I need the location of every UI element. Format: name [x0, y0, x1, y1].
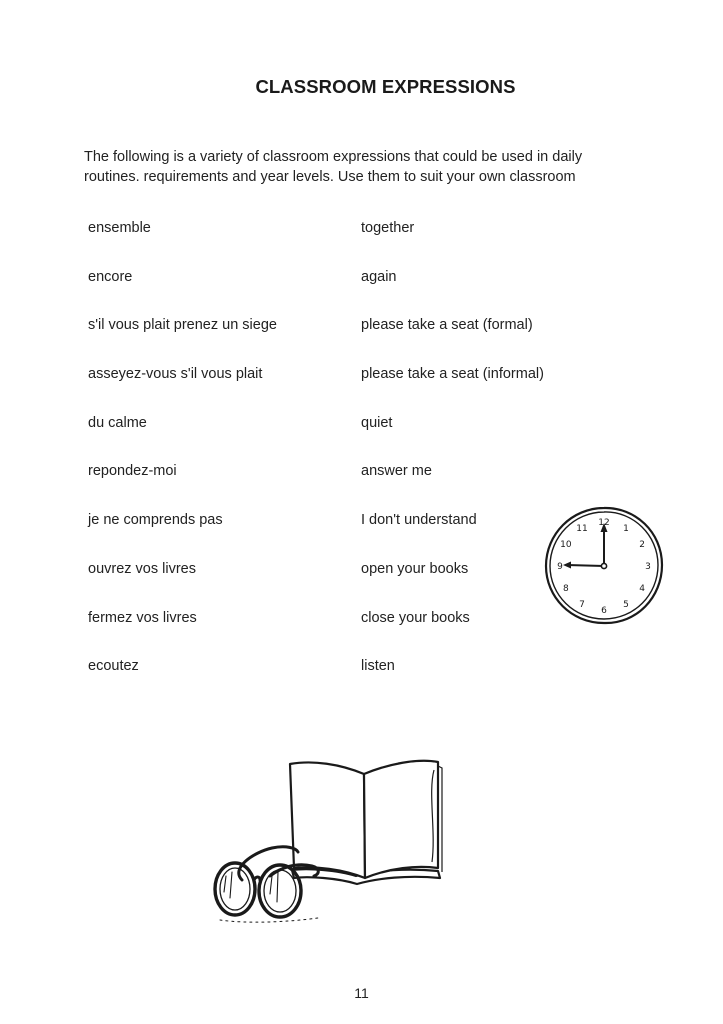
english-translation: I don't understand	[361, 512, 477, 529]
english-translation: answer me	[361, 463, 432, 480]
french-expression: ouvrez vos livres	[88, 560, 196, 577]
english-translation: together	[361, 220, 415, 236]
clock-numeral: 3	[645, 562, 651, 572]
english-translation: listen	[361, 658, 395, 675]
page-title: CLASSROOM EXPRESSIONS	[255, 76, 516, 97]
clock-numeral: 5	[623, 600, 629, 611]
french-expression: je ne comprends pas	[88, 512, 223, 529]
expression-list	[88, 220, 608, 707]
clock-icon	[543, 505, 665, 627]
french-expression: encore	[88, 268, 133, 285]
clock-numeral: 11	[576, 523, 588, 534]
clock-numeral: 9	[557, 562, 563, 572]
english-translation: please take a seat (informal)	[361, 366, 544, 383]
english-translation: again	[361, 268, 397, 285]
english-translation: open your books	[361, 560, 469, 577]
clock-numeral: 4	[639, 584, 645, 594]
page-number: 11	[354, 985, 369, 1001]
expression-row	[88, 463, 608, 512]
expression-row	[88, 658, 608, 707]
intro-line: routines. requirements and year levels. Use them to suit your own classroom	[84, 169, 576, 185]
english-translation: please take a seat (formal)	[361, 317, 533, 334]
expression-row	[88, 512, 608, 561]
expression-row	[88, 366, 608, 415]
expression-row	[88, 415, 608, 464]
french-expression: du calme	[88, 414, 147, 431]
clock-numeral: 8	[563, 584, 569, 594]
clock-numeral: 6	[601, 606, 607, 616]
clock-numeral: 2	[639, 540, 645, 550]
expression-row	[88, 269, 608, 318]
clock-numeral: 10	[560, 540, 572, 550]
french-expression: s'il vous plait prenez un siege	[88, 317, 277, 334]
clock-numeral: 1	[623, 523, 629, 534]
french-expression: fermez vos livres	[88, 609, 197, 626]
french-expression: ecoutez	[88, 658, 139, 675]
expression-row	[88, 317, 608, 366]
french-expression: asseyez-vous s'il vous plait	[88, 366, 263, 383]
expression-row	[88, 220, 608, 269]
english-translation: close your books	[361, 609, 470, 626]
clock-numeral: 7	[579, 600, 585, 611]
clock-numeral: 12	[598, 518, 610, 528]
intro-line: The following is a variety of classroom expressions that could be used in daily	[84, 149, 583, 165]
french-expression: repondez-moi	[88, 463, 177, 480]
expression-row	[88, 610, 608, 659]
open-book-with-glasses-icon	[208, 752, 452, 928]
french-expression: ensemble	[88, 220, 151, 236]
english-translation: quiet	[361, 414, 393, 431]
expression-row	[88, 561, 608, 610]
intro-paragraph	[84, 147, 664, 187]
